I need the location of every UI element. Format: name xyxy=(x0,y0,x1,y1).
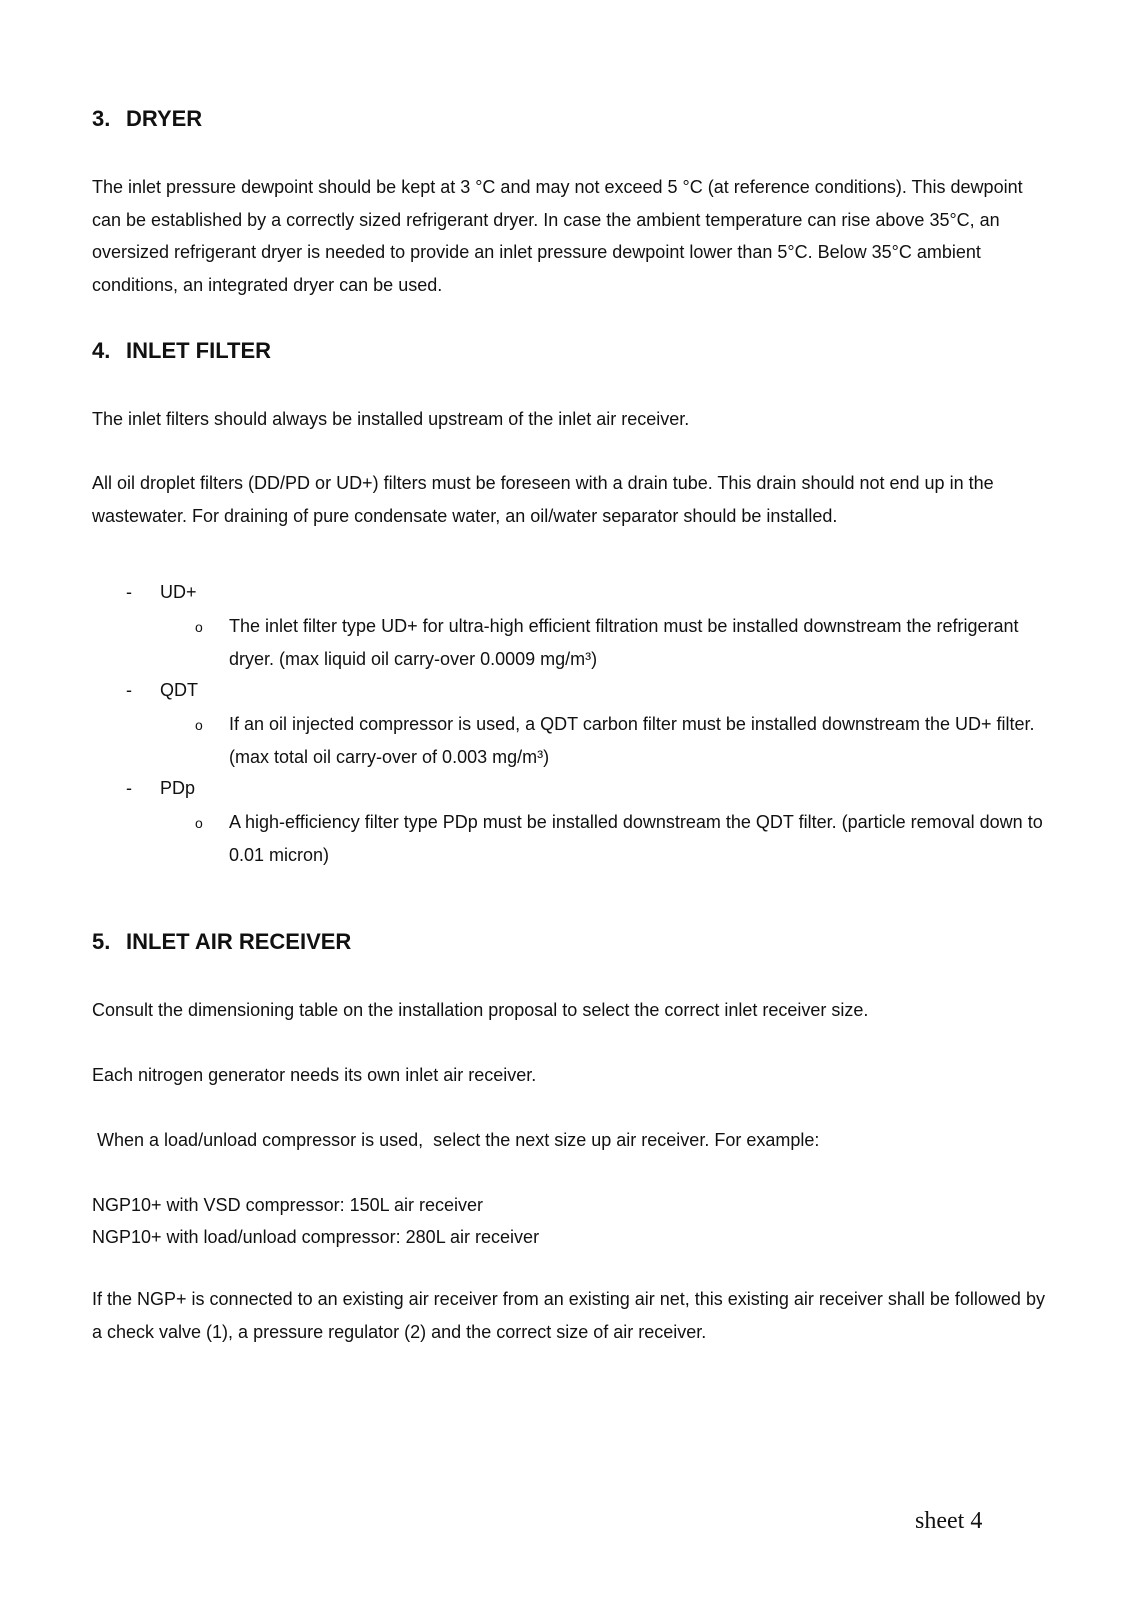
air-receiver-example-2: NGP10+ with load/unload compressor: 280L air receiver xyxy=(92,1227,540,1247)
air-receiver-paragraph-3: When a load/unload compressor is used, select the next size up air receiver. For example: xyxy=(92,1130,820,1150)
list-circle-bullet: o xyxy=(195,717,203,733)
air-receiver-paragraph-1: Consult the dimensioning table on the installation proposal to select the correct inlet receiver size. xyxy=(92,1000,869,1020)
filter-label-pdp: PDp xyxy=(160,778,196,798)
list-dash: - xyxy=(126,778,132,798)
inlet-filter-paragraph-1: The inlet filters should always be installed upstream of the inlet air receiver. xyxy=(92,409,690,429)
list-circle-bullet: o xyxy=(195,619,203,635)
list-circle-bullet: o xyxy=(195,815,203,831)
section-title: DRYER xyxy=(126,106,203,131)
list-dash: - xyxy=(126,680,132,700)
section-number: 5. xyxy=(92,929,111,954)
filter-text-ud: The inlet filter type UD+ for ultra-high efficient filtration must be installed downstream the refrigerant dryer. (max liquid oil carry-over 0.0009 mg/m³) xyxy=(229,616,1019,669)
section-number: 3. xyxy=(92,106,111,131)
section-number: 4. xyxy=(92,338,111,363)
filter-label-qdt: QDT xyxy=(160,680,198,700)
air-receiver-paragraph-4: If the NGP+ is connected to an existing air receiver from an existing air net, this existing air receiver shall be followed by a check valve (1), a pressure regulator (2) and the correct size of air receiver. xyxy=(92,1289,1045,1342)
section-heading-dryer xyxy=(92,106,202,132)
list-dash: - xyxy=(126,582,132,602)
inlet-filter-paragraph-2: All oil droplet filters (DD/PD or UD+) filters must be foreseen with a drain tube. This drain should not end up in the wastewater. For draining of pure condensate water, an oil/water separator should be installed. xyxy=(92,473,994,526)
section-title: INLET FILTER xyxy=(126,338,272,363)
section-heading-inlet-air-receiver xyxy=(92,929,351,955)
section-heading-inlet-filter xyxy=(92,338,271,364)
air-receiver-example-1: NGP10+ with VSD compressor: 150L air receiver xyxy=(92,1195,483,1215)
filter-text-qdt: If an oil injected compressor is used, a QDT carbon filter must be installed downstream the UD+ filter. (max total oil carry-over of 0.003 mg/m³) xyxy=(229,714,1035,767)
dryer-paragraph: The inlet pressure dewpoint should be kept at 3 °C and may not exceed 5 °C (at reference conditions). This dewpoint can be established by a correctly sized refrigerant dryer. In case the ambient temperature can rise above 35°C, an oversized refrigerant dryer is needed to provide an inlet pressure dewpoint lower than 5°C. Below 35°C ambient conditions, an integrated dryer can be used. xyxy=(92,177,1023,295)
air-receiver-paragraph-2: Each nitrogen generator needs its own inlet air receiver. xyxy=(92,1065,537,1085)
sheet-number: sheet 4 xyxy=(915,1508,983,1534)
section-title: INLET AIR RECEIVER xyxy=(126,929,352,954)
filter-text-pdp: A high-efficiency filter type PDp must be installed downstream the QDT filter. (particle removal down to 0.01 micron) xyxy=(229,812,1043,865)
filter-label-ud: UD+ xyxy=(160,582,197,602)
